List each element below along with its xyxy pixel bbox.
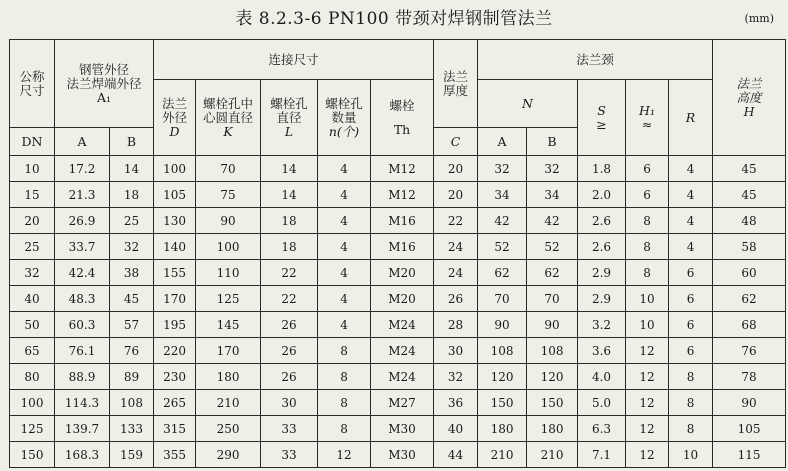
table-cell: M16 [371,208,434,234]
table-cell: 8 [669,390,713,416]
table-cell: 14 [261,182,318,208]
table-cell: 8 [669,416,713,442]
table-cell: 44 [434,442,478,468]
header-flange-thickness: 法兰 厚度 [434,40,478,128]
table-cell: 25 [10,234,55,260]
table-cell: 45 [110,286,154,312]
table-cell: 70 [527,286,578,312]
table-cell: 26 [261,312,318,338]
table-cell: 100 [10,390,55,416]
table-cell: M30 [371,442,434,468]
header-neck-s: S ≥ [578,80,626,156]
table-cell: 21.3 [55,182,110,208]
table-cell: 12 [318,442,371,468]
header-flange-od-sym: D [169,123,180,139]
table-cell: 15 [10,182,55,208]
table-cell: 2.9 [578,286,626,312]
table-cell: 40 [10,286,55,312]
table-cell: 290 [196,442,261,468]
table-cell: 8 [669,364,713,390]
table-cell: 180 [478,416,527,442]
table-cell: 6 [669,312,713,338]
table-row [10,390,786,416]
table-cell: 130 [154,208,196,234]
table-cell: 220 [154,338,196,364]
table-cell: 2.6 [578,208,626,234]
table-cell: 4 [318,286,371,312]
table-cell: 108 [478,338,527,364]
header-neck-r: R [669,80,713,156]
header-bolt-count [318,80,371,156]
table-cell: 42.4 [55,260,110,286]
table-cell: 4 [318,182,371,208]
table-cell: 6 [669,286,713,312]
header-bolt-count-label: 螺栓孔 数量 [325,95,363,125]
unit-label: (mm) [744,12,774,25]
table-cell: 4 [318,234,371,260]
table-header [10,40,786,156]
table-row [10,338,786,364]
table-cell: 90 [478,312,527,338]
table-cell: 50 [10,312,55,338]
header-col-b: B [110,128,154,156]
flange-table [9,39,786,468]
table-cell: 170 [154,286,196,312]
table-cell: 150 [478,390,527,416]
header-bolt [371,80,434,156]
table-cell: 120 [478,364,527,390]
table-cell: 89 [110,364,154,390]
table-cell: 52 [527,234,578,260]
table-row [10,260,786,286]
table-cell: 315 [154,416,196,442]
table-cell: 105 [154,182,196,208]
header-flange-thickness-sym: C [434,128,478,156]
table-cell: 4 [669,208,713,234]
table-cell: 58 [713,234,786,260]
table-cell: 42 [478,208,527,234]
table-cell: 2.0 [578,182,626,208]
table-cell: 6 [669,260,713,286]
table-cell: 12 [626,442,669,468]
table-cell: 4 [669,234,713,260]
header-bolt-label: 螺栓 [389,97,415,113]
table-cell: 26.9 [55,208,110,234]
table-cell: 8 [318,338,371,364]
table-cell: 210 [478,442,527,468]
header-neck-a: A [478,128,527,156]
table-cell: 6 [669,338,713,364]
table-cell: 38 [110,260,154,286]
table-cell: 24 [434,260,478,286]
header-dn: DN [10,128,55,156]
table-cell: 12 [626,364,669,390]
table-cell: M30 [371,416,434,442]
table-cell: 32 [527,156,578,182]
table-cell: 62 [527,260,578,286]
table-cell: 125 [10,416,55,442]
table-cell: 5.0 [578,390,626,416]
header-neck-h1: H₁ ≈ [626,80,669,156]
table-cell: 6 [626,182,669,208]
table-cell: 42 [527,208,578,234]
header-pipe-od: 钢管外径 法兰焊端外径 A₁ [55,40,154,128]
table-cell: 12 [626,338,669,364]
table-row [10,208,786,234]
table-cell: 14 [261,156,318,182]
table-cell: 30 [261,390,318,416]
table-cell: 110 [196,260,261,286]
header-bolt-circle-label: 螺栓孔中 心圆直径 [203,95,254,125]
table-cell: 10 [626,286,669,312]
table-cell: 18 [261,234,318,260]
table-cell: M27 [371,390,434,416]
table-cell: 17.2 [55,156,110,182]
table-cell: 10 [626,312,669,338]
table-cell: 18 [261,208,318,234]
header-flange-od [154,80,196,156]
table-cell: 30 [434,338,478,364]
table-cell: 34 [478,182,527,208]
table-cell: 24 [434,234,478,260]
table-cell: 48.3 [55,286,110,312]
table-cell: 4 [318,208,371,234]
table-cell: 45 [713,182,786,208]
table-cell: 90 [527,312,578,338]
table-cell: 150 [10,442,55,468]
table-cell: 8 [626,234,669,260]
table-cell: 10 [669,442,713,468]
table-cell: 115 [713,442,786,468]
table-cell: 145 [196,312,261,338]
table-cell: 45 [713,156,786,182]
table-cell: 2.9 [578,260,626,286]
table-cell: M16 [371,234,434,260]
header-bolt-circle [196,80,261,156]
table-cell: 26 [434,286,478,312]
header-bolt-sym: Th [393,121,411,137]
table-cell: 12 [626,416,669,442]
table-cell: 114.3 [55,390,110,416]
table-cell: 168.3 [55,442,110,468]
table-cell: 105 [713,416,786,442]
table-cell: 60 [713,260,786,286]
table-cell: 76 [713,338,786,364]
table-cell: 32 [434,364,478,390]
table-cell: 20 [434,182,478,208]
table-cell: M24 [371,364,434,390]
table-cell: 20 [434,156,478,182]
header-flange-height: 法兰 高度 H [713,40,786,156]
table-cell: 33 [261,416,318,442]
table-cell: 28 [434,312,478,338]
header-neck-b: B [527,128,578,156]
table-cell: 4 [318,312,371,338]
table-row [10,442,786,468]
table-cell: 195 [154,312,196,338]
table-cell: 78 [713,364,786,390]
table-cell: 62 [713,286,786,312]
table-cell: 32 [110,234,154,260]
table-cell: 8 [626,208,669,234]
table-cell: 34 [527,182,578,208]
table-cell: 1.8 [578,156,626,182]
table-cell: 230 [154,364,196,390]
table-cell: 14 [110,156,154,182]
table-cell: 70 [478,286,527,312]
table-cell: 155 [154,260,196,286]
table-cell: M24 [371,312,434,338]
table-cell: 100 [196,234,261,260]
table-cell: 108 [110,390,154,416]
table-cell: 12 [626,390,669,416]
table-cell: 8 [318,364,371,390]
table-cell: 210 [527,442,578,468]
header-bolt-hole-dia-sym: L [284,123,294,139]
table-cell: 76 [110,338,154,364]
table-cell: 57 [110,312,154,338]
table-cell: 32 [10,260,55,286]
table-cell: 33 [261,442,318,468]
table-cell: 108 [527,338,578,364]
table-cell: 265 [154,390,196,416]
table-cell: 90 [196,208,261,234]
table-cell: 20 [10,208,55,234]
table-cell: 159 [110,442,154,468]
table-cell: M24 [371,338,434,364]
table-cell: 76.1 [55,338,110,364]
table-cell: 8 [318,416,371,442]
table-cell: 88.9 [55,364,110,390]
table-cell: 4 [669,182,713,208]
header-flange-od-label: 法兰 外径 [162,95,188,125]
table-cell: 8 [626,260,669,286]
header-bolt-count-sym: n(个) [328,123,360,139]
table-cell: 36 [434,390,478,416]
table-cell: 4 [318,260,371,286]
table-cell: 355 [154,442,196,468]
header-neck: 法兰颈 [478,40,713,80]
table-cell: 10 [10,156,55,182]
table-cell: 60.3 [55,312,110,338]
table-row [10,182,786,208]
table-cell: 40 [434,416,478,442]
table-cell: 6 [626,156,669,182]
table-row [10,416,786,442]
table-cell: 26 [261,364,318,390]
header-nominal-size: 公称 尺寸 [10,40,55,128]
table-cell: 22 [261,260,318,286]
table-row [10,234,786,260]
table-cell: 68 [713,312,786,338]
table-cell: 4.0 [578,364,626,390]
table-cell: 62 [478,260,527,286]
table-cell: 70 [196,156,261,182]
table-cell: 180 [527,416,578,442]
table-cell: 80 [10,364,55,390]
table-cell: 6.3 [578,416,626,442]
table-cell: 139.7 [55,416,110,442]
table-title: 表 8.2.3-6 PN100 带颈对焊钢制管法兰 [235,9,553,29]
table-cell: 3.6 [578,338,626,364]
table-cell: M12 [371,182,434,208]
table-cell: 100 [154,156,196,182]
table-cell: 170 [196,338,261,364]
table-cell: 25 [110,208,154,234]
table-cell: 22 [434,208,478,234]
table-cell: 8 [318,390,371,416]
table-cell: 32 [478,156,527,182]
table-cell: 4 [318,156,371,182]
table-row [10,364,786,390]
table-cell: 250 [196,416,261,442]
table-cell: 48 [713,208,786,234]
table-cell: 65 [10,338,55,364]
table-cell: 210 [196,390,261,416]
table-cell: 7.1 [578,442,626,468]
table-cell: 150 [527,390,578,416]
table-cell: M20 [371,286,434,312]
table-cell: 90 [713,390,786,416]
table-row [10,312,786,338]
header-col-a: A [55,128,110,156]
table-cell: 4 [669,156,713,182]
table-cell: M20 [371,260,434,286]
table-cell: 18 [110,182,154,208]
table-cell: 22 [261,286,318,312]
table-row [10,286,786,312]
table-body [10,156,786,468]
table-cell: 2.6 [578,234,626,260]
table-cell: M12 [371,156,434,182]
header-connection: 连接尺寸 [154,40,434,80]
table-cell: 120 [527,364,578,390]
table-cell: 75 [196,182,261,208]
table-cell: 133 [110,416,154,442]
table-cell: 3.2 [578,312,626,338]
header-bolt-hole-dia [261,80,318,156]
table-cell: 52 [478,234,527,260]
header-neck-n: N [478,80,578,128]
table-cell: 33.7 [55,234,110,260]
header-bolt-circle-sym: K [223,123,233,139]
table-cell: 125 [196,286,261,312]
table-cell: 140 [154,234,196,260]
table-cell: 180 [196,364,261,390]
header-bolt-hole-dia-label: 螺栓孔 直径 [270,95,308,125]
table-cell: 26 [261,338,318,364]
table-row [10,156,786,182]
